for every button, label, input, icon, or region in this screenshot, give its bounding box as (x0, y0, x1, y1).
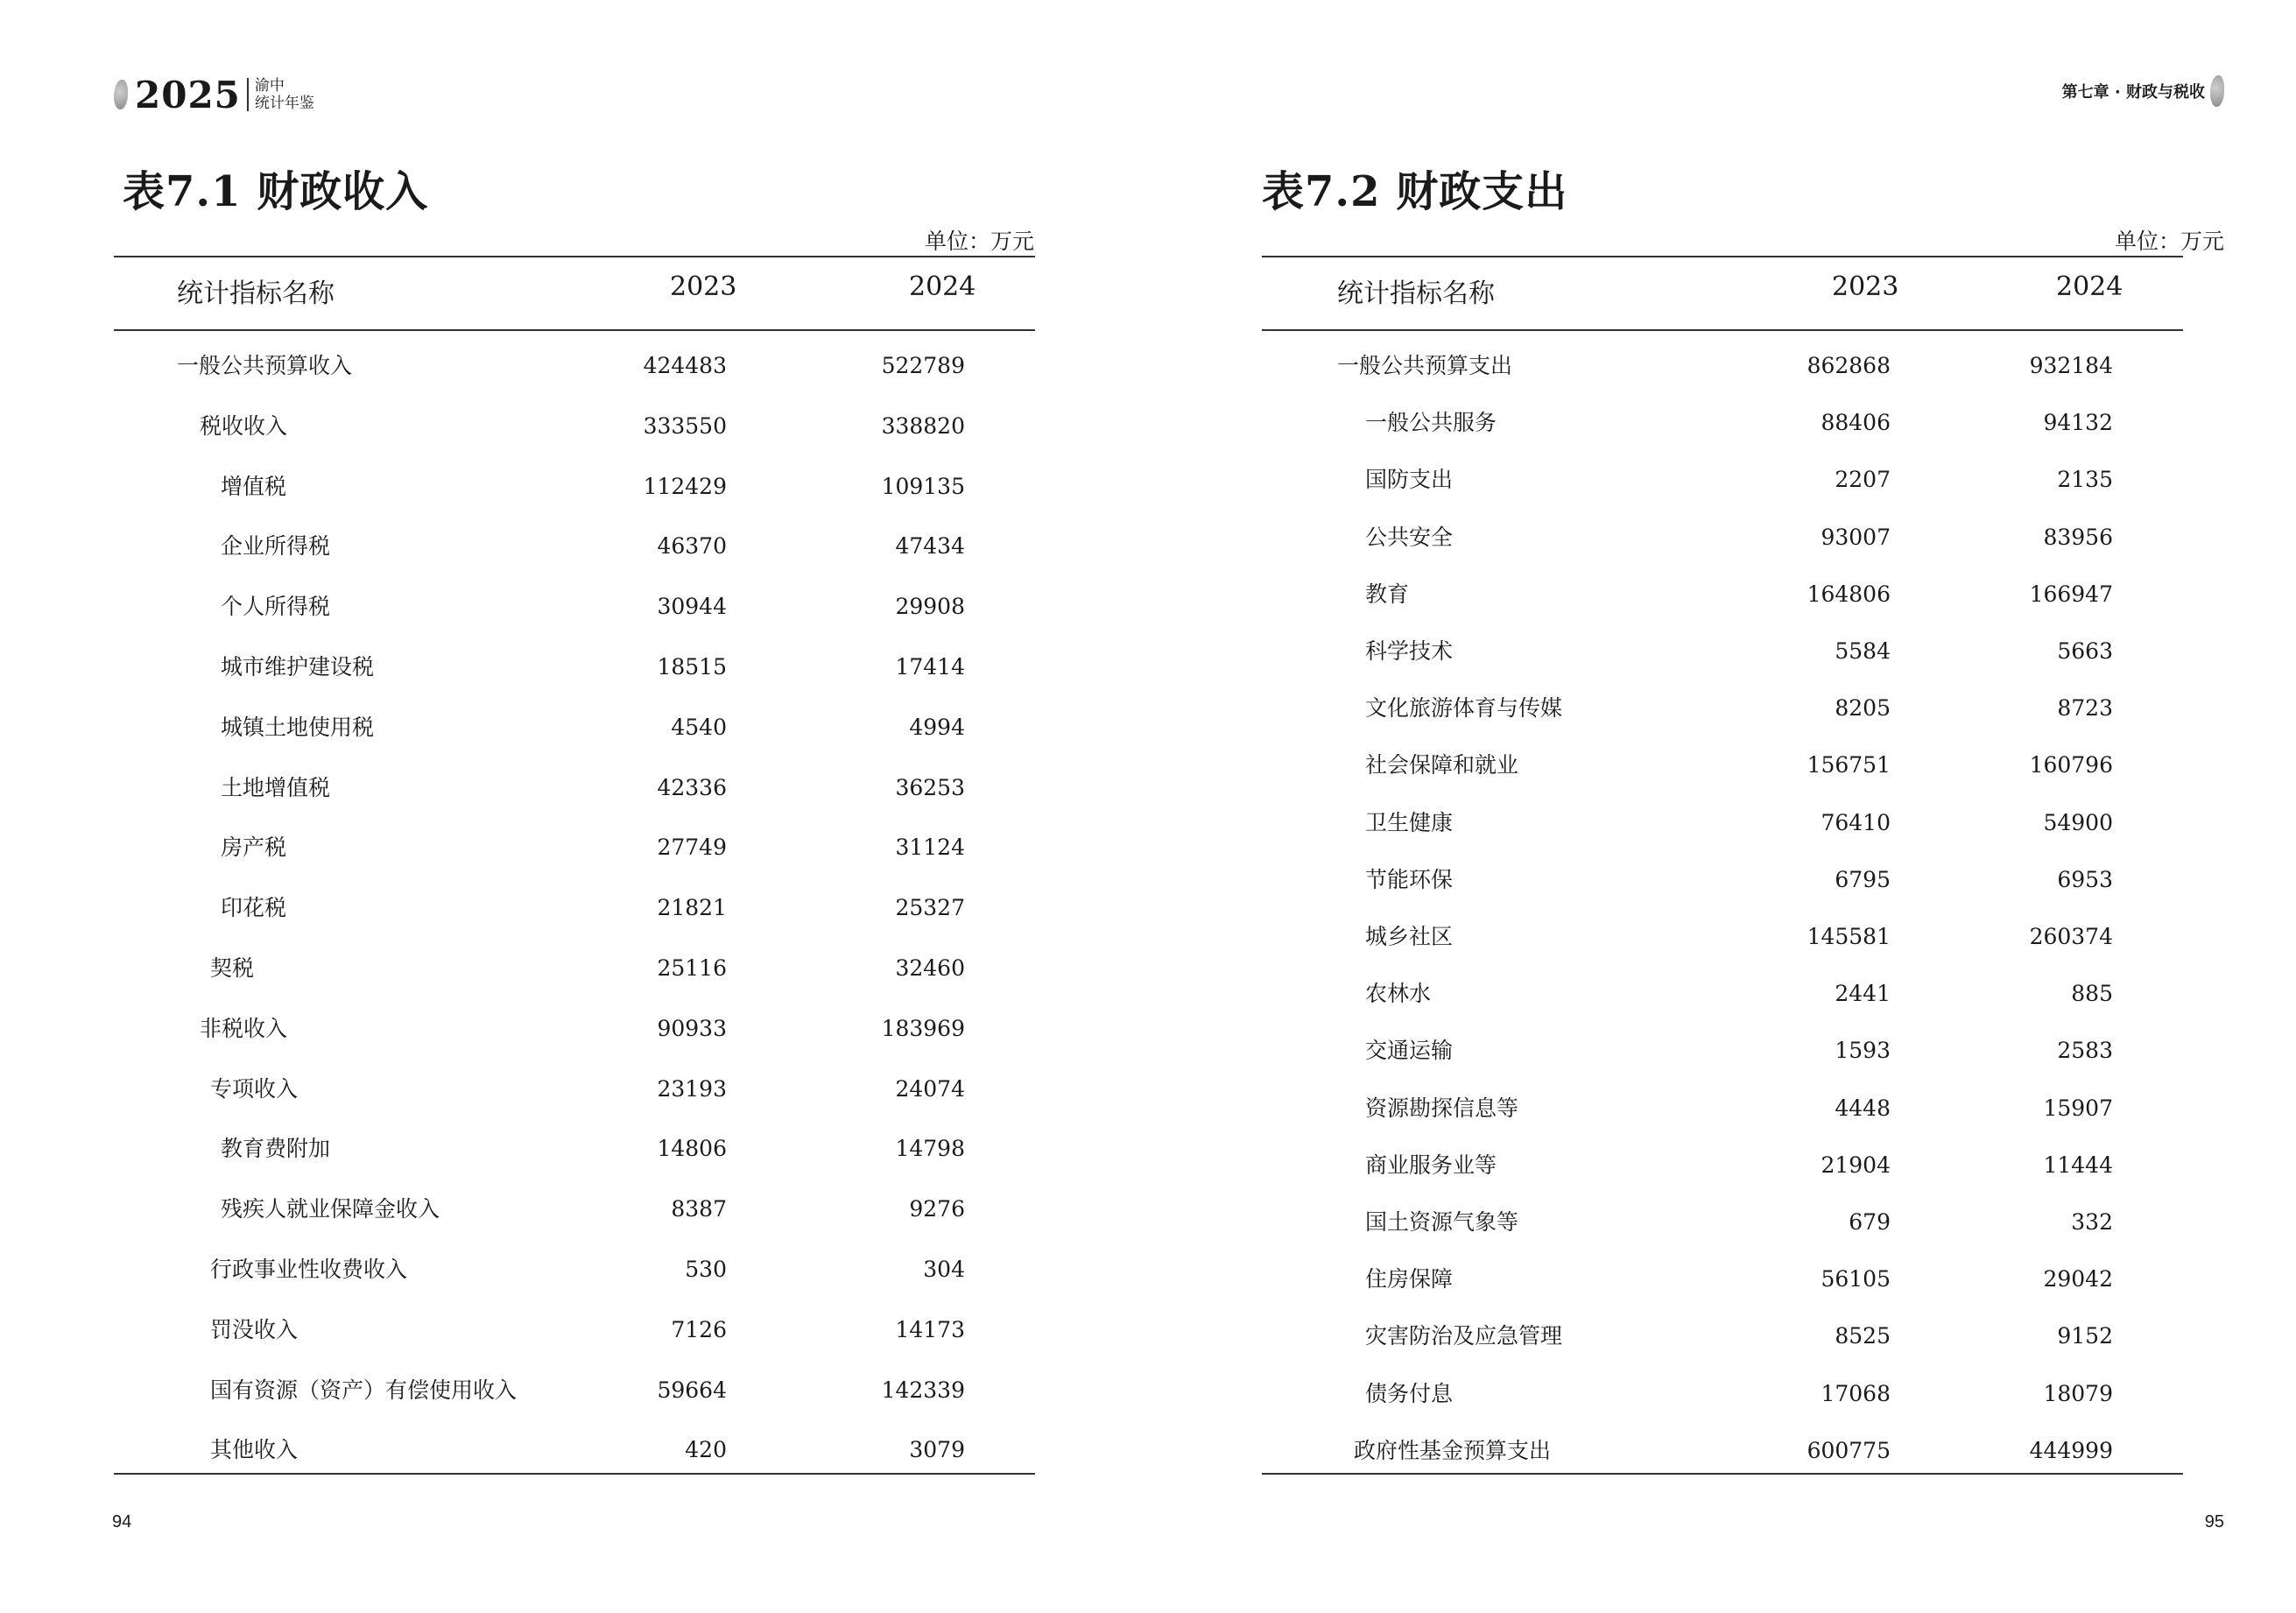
row-label: 国防支出 (1365, 467, 1454, 493)
row-label: 房产税 (221, 835, 287, 861)
logo-year: 2025 (135, 73, 241, 116)
row-label: 一般公共预算收入 (177, 353, 353, 378)
value-2024: 109135 (881, 473, 965, 499)
expenditure-header-name: 统计指标名称 (1337, 278, 1495, 309)
value-2023: 8387 (671, 1196, 727, 1222)
table-row (1148, 405, 2296, 440)
row-label: 税收收入 (200, 412, 288, 439)
value-2024: 25327 (895, 895, 965, 921)
value-2024: 15907 (2043, 1095, 2113, 1121)
row-label: 城市维护建设税 (221, 654, 375, 680)
value-2024: 29908 (895, 594, 965, 620)
row-label: 公共安全 (1365, 524, 1454, 550)
value-2023: 1593 (1835, 1038, 1891, 1064)
row-label: 农林水 (1365, 981, 1432, 1007)
row-label: 企业所得税 (221, 533, 331, 560)
income-header-rule (114, 329, 1035, 331)
expenditure-header-rule (1262, 329, 2183, 331)
row-label: 政府性基金预算支出 (1354, 1437, 1552, 1463)
value-2024: 32460 (895, 955, 965, 981)
table-row (1148, 863, 2296, 898)
value-2024: 54900 (2043, 809, 2113, 835)
table-row (0, 830, 1148, 865)
expenditure-header-2024: 2024 (2056, 271, 2123, 302)
row-label: 个人所得税 (221, 594, 331, 620)
value-2023: 8525 (1835, 1323, 1891, 1349)
income-top-rule (114, 256, 1035, 257)
value-2023: 90933 (657, 1015, 727, 1041)
table-row (0, 1072, 1148, 1107)
table-row (0, 589, 1148, 624)
value-2024: 14798 (895, 1136, 965, 1162)
expenditure-table-title: 表7.2 财政支出 (1262, 167, 1568, 216)
value-2023: 164806 (1807, 581, 1891, 607)
row-label: 罚没收入 (210, 1316, 299, 1342)
table-row (0, 771, 1148, 806)
row-label: 契税 (210, 955, 255, 981)
value-2024: 24074 (895, 1075, 965, 1102)
row-label: 国土资源气象等 (1365, 1209, 1519, 1235)
row-label: 土地增值税 (221, 774, 331, 800)
value-2024: 36253 (895, 774, 965, 800)
row-label: 印花税 (221, 895, 287, 921)
value-2023: 156751 (1807, 752, 1891, 778)
row-label: 灾害防治及应急管理 (1365, 1323, 1563, 1349)
row-label: 行政事业性收费收入 (210, 1257, 408, 1282)
value-2023: 145581 (1807, 924, 1891, 949)
value-2023: 5584 (1835, 638, 1891, 664)
row-label: 节能环保 (1365, 866, 1454, 892)
table-row (0, 1011, 1148, 1046)
value-2024: 29042 (2043, 1266, 2113, 1293)
table-row (0, 469, 1148, 504)
value-2024: 332 (2071, 1209, 2113, 1235)
value-2024: 9276 (909, 1196, 965, 1222)
value-2024: 6953 (2057, 866, 2113, 892)
value-2023: 530 (685, 1257, 727, 1282)
value-2024: 31124 (895, 835, 965, 861)
value-2023: 679 (1849, 1209, 1891, 1235)
value-2023: 2207 (1835, 467, 1891, 493)
row-label: 残疾人就业保障金收入 (221, 1196, 440, 1222)
table-row (0, 710, 1148, 745)
value-2024: 2135 (2057, 467, 2113, 493)
row-label: 资源勘探信息等 (1365, 1095, 1519, 1121)
expenditure-bottom-rule (1262, 1473, 2183, 1475)
table-row (0, 891, 1148, 926)
page-number-right: 95 (2204, 1512, 2224, 1532)
table-row (1148, 634, 2296, 669)
value-2024: 166947 (2029, 581, 2113, 607)
value-2023: 862868 (1807, 353, 1891, 378)
value-2023: 112429 (643, 473, 727, 499)
table-row (1148, 1433, 2296, 1469)
value-2023: 76410 (1821, 809, 1891, 835)
page-number-left: 94 (112, 1512, 132, 1532)
value-2024: 4994 (909, 714, 965, 740)
value-2024: 142339 (881, 1377, 965, 1403)
income-table-title: 表7.1 财政收入 (123, 167, 429, 216)
table-row (0, 1192, 1148, 1227)
table-row (1148, 1319, 2296, 1354)
table-row (1148, 1377, 2296, 1412)
chapter-title: 第七章 · 财政与税收 (2061, 83, 2205, 102)
table-row (0, 1252, 1148, 1287)
row-label: 交通运输 (1365, 1038, 1454, 1064)
table-row (1148, 1262, 2296, 1297)
value-2024: 83956 (2043, 524, 2113, 550)
table-row (1148, 691, 2296, 726)
value-2023: 333550 (643, 412, 727, 439)
table-row (1148, 919, 2296, 954)
row-label: 国有资源（资产）有偿使用收入 (210, 1377, 518, 1403)
income-header-name: 统计指标名称 (177, 278, 335, 309)
logo-text (255, 77, 314, 112)
yearbook-logo (114, 70, 314, 119)
row-label: 非税收入 (200, 1015, 288, 1041)
value-2024: 9152 (2057, 1323, 2113, 1349)
right-page (1148, 0, 2296, 1613)
value-2023: 25116 (657, 955, 727, 981)
value-2023: 88406 (1821, 410, 1891, 436)
value-2023: 17068 (1821, 1380, 1891, 1406)
expenditure-unit: 单位：万元 (2114, 229, 2224, 254)
expenditure-header-2023: 2023 (1832, 271, 1899, 302)
logo-line-2: 统计年鉴 (254, 95, 314, 112)
value-2023: 23193 (657, 1075, 727, 1102)
table-row (1148, 806, 2296, 841)
table-row (0, 529, 1148, 564)
value-2024: 47434 (895, 533, 965, 560)
value-2023: 424483 (643, 353, 727, 378)
chapter-header (2062, 75, 2224, 107)
value-2024: 183969 (881, 1015, 965, 1041)
value-2024: 304 (923, 1257, 965, 1282)
table-row (0, 1373, 1148, 1408)
value-2023: 600775 (1807, 1437, 1891, 1463)
value-2023: 21904 (1821, 1152, 1891, 1178)
value-2023: 21821 (657, 895, 727, 921)
value-2024: 14173 (895, 1316, 965, 1342)
income-header-2023: 2023 (670, 271, 737, 302)
table-row (0, 951, 1148, 986)
row-label: 城乡社区 (1365, 924, 1454, 949)
table-row (0, 409, 1148, 444)
value-2024: 11444 (2043, 1152, 2113, 1178)
logo-divider (247, 78, 249, 111)
table-row (0, 1131, 1148, 1166)
row-label: 科学技术 (1365, 638, 1454, 664)
table-row (1148, 1205, 2296, 1240)
value-2024: 17414 (895, 654, 965, 680)
table-row (1148, 976, 2296, 1011)
income-header-2024: 2024 (909, 271, 976, 302)
row-label: 住房保障 (1365, 1266, 1454, 1293)
value-2023: 2441 (1835, 981, 1891, 1007)
table-row (0, 1313, 1148, 1348)
row-label: 商业服务业等 (1365, 1152, 1497, 1178)
value-2023: 420 (685, 1437, 727, 1463)
value-2023: 4448 (1835, 1095, 1891, 1121)
table-row (0, 1433, 1148, 1468)
value-2023: 4540 (671, 714, 727, 740)
row-label: 一般公共服务 (1365, 410, 1497, 436)
value-2024: 260374 (2029, 924, 2113, 949)
table-row (1148, 577, 2296, 612)
value-2023: 59664 (657, 1377, 727, 1403)
value-2024: 5663 (2057, 638, 2113, 664)
row-label: 城镇土地使用税 (221, 714, 375, 740)
row-label: 增值税 (221, 473, 287, 499)
income-bottom-rule (114, 1473, 1035, 1475)
row-label: 其他收入 (210, 1437, 299, 1463)
row-label: 债务付息 (1365, 1380, 1454, 1406)
table-row (1148, 1148, 2296, 1183)
value-2023: 56105 (1821, 1266, 1891, 1293)
value-2024: 338820 (881, 412, 965, 439)
value-2024: 2583 (2057, 1038, 2113, 1064)
table-row (1148, 462, 2296, 497)
row-label: 一般公共预算支出 (1337, 353, 1513, 378)
table-row (0, 650, 1148, 685)
table-row (1148, 1033, 2296, 1068)
value-2024: 8723 (2057, 695, 2113, 722)
value-2023: 6795 (1835, 866, 1891, 892)
value-2024: 885 (2071, 981, 2113, 1007)
table-row (1148, 349, 2296, 384)
value-2023: 46370 (657, 533, 727, 560)
row-label: 社会保障和就业 (1365, 752, 1519, 778)
value-2023: 93007 (1821, 524, 1891, 550)
income-unit: 单位：万元 (924, 229, 1034, 254)
row-label: 卫生健康 (1365, 809, 1454, 835)
row-label: 教育 (1365, 581, 1410, 607)
value-2023: 14806 (657, 1136, 727, 1162)
value-2023: 27749 (657, 835, 727, 861)
table-row (0, 349, 1148, 384)
value-2023: 42336 (657, 774, 727, 800)
row-label: 教育费附加 (221, 1136, 331, 1162)
value-2024: 522789 (881, 353, 965, 378)
table-row (1148, 1091, 2296, 1126)
expenditure-top-rule (1262, 256, 2183, 257)
value-2023: 7126 (671, 1316, 727, 1342)
value-2023: 8205 (1835, 695, 1891, 722)
table-row (1148, 520, 2296, 555)
leaf-icon (114, 80, 128, 109)
leaf-icon (2210, 75, 2224, 107)
value-2023: 18515 (657, 654, 727, 680)
value-2024: 444999 (2029, 1437, 2113, 1463)
value-2024: 160796 (2029, 752, 2113, 778)
logo-line-1: 渝中 (254, 77, 285, 95)
value-2024: 932184 (2029, 353, 2113, 378)
row-label: 文化旅游体育与传媒 (1365, 695, 1563, 722)
value-2024: 3079 (909, 1437, 965, 1463)
value-2024: 94132 (2043, 410, 2113, 436)
table-row (1148, 748, 2296, 783)
row-label: 专项收入 (210, 1075, 299, 1102)
value-2024: 18079 (2043, 1380, 2113, 1406)
value-2023: 30944 (657, 594, 727, 620)
